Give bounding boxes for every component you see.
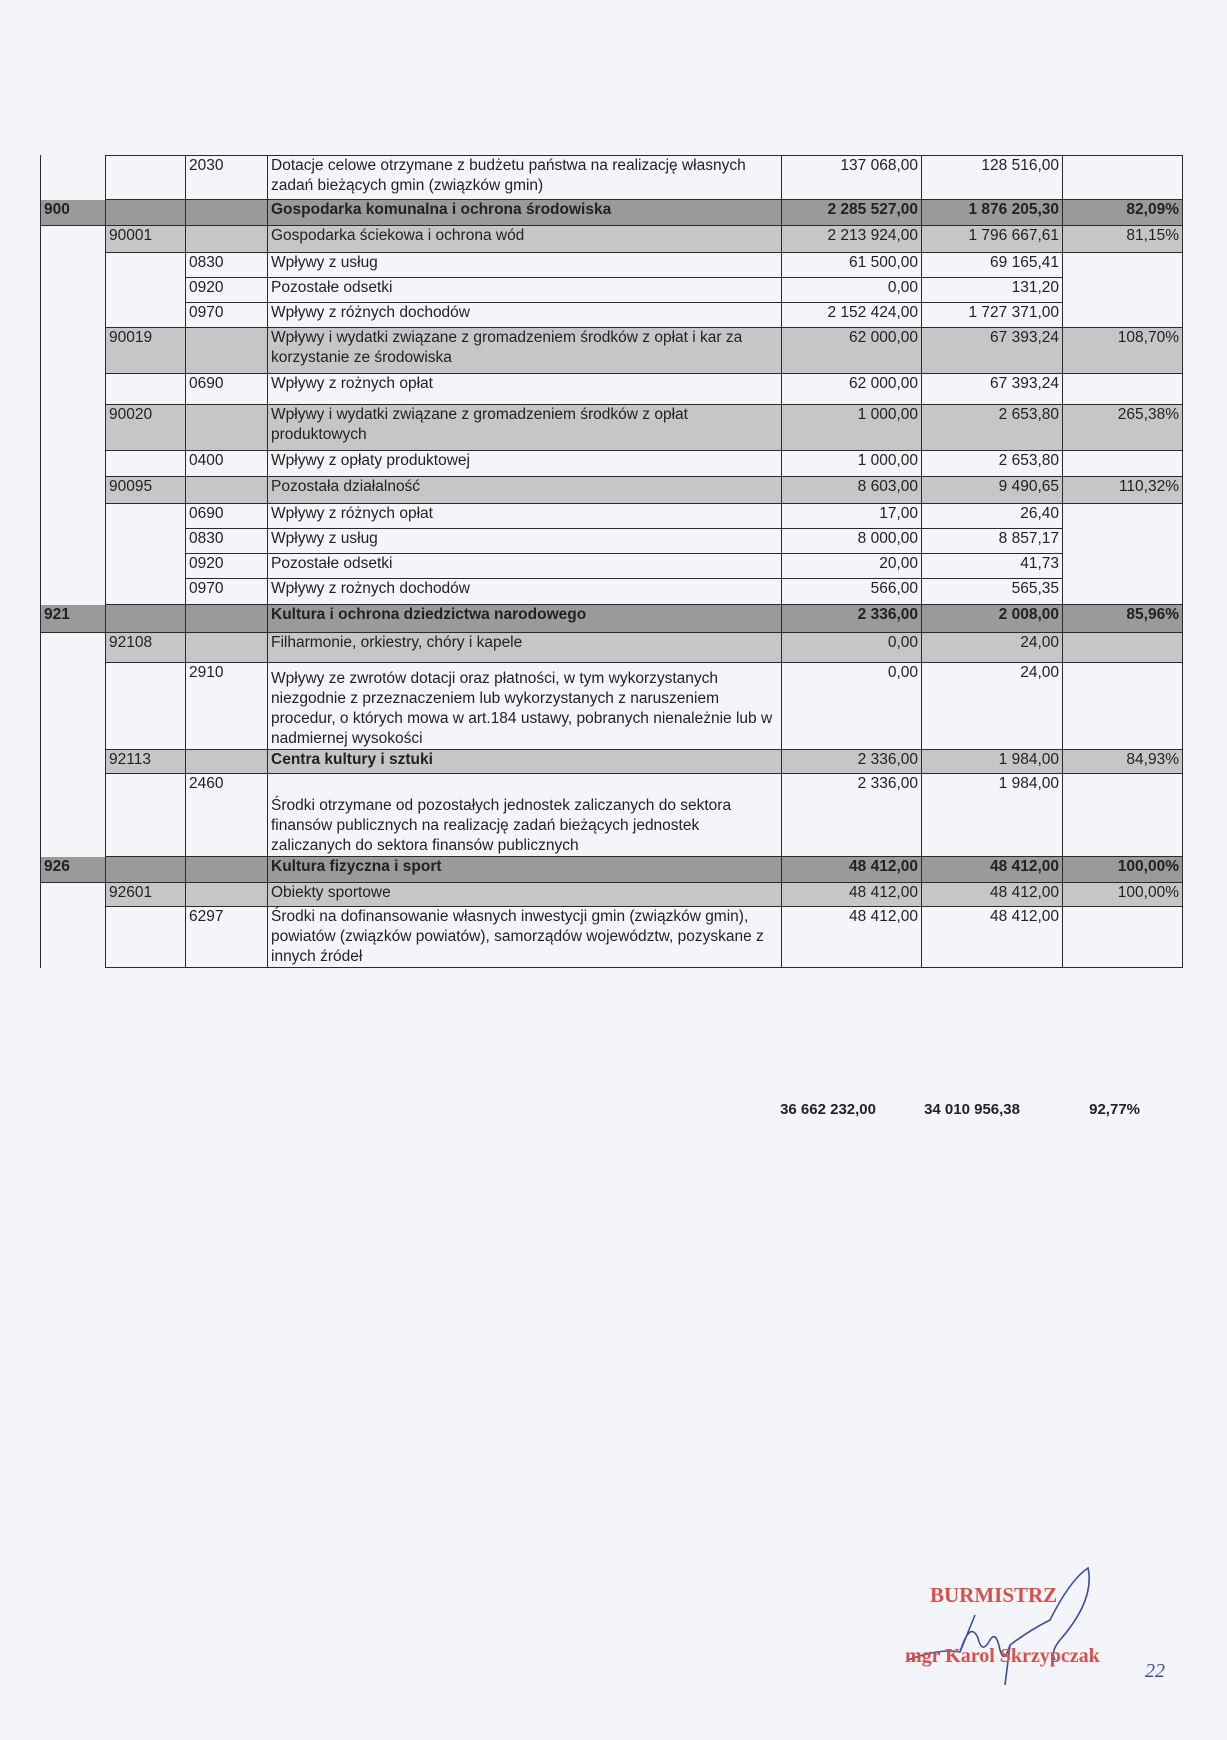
rozdzial-code: 90095	[106, 477, 186, 504]
rozdzial-code	[106, 253, 186, 278]
dzial-code	[41, 750, 106, 774]
dzial-code	[41, 278, 106, 303]
table-row	[41, 156, 1183, 200]
paragraf-code: 0690	[186, 374, 268, 405]
description: Wpływy z różnych opłat	[268, 504, 782, 529]
handwritten-signature-icon	[900, 1560, 1100, 1700]
execution-percent	[1063, 907, 1183, 968]
execution-amount: 2 653,80	[922, 405, 1063, 451]
description: Wpływy z usług	[268, 253, 782, 278]
plan-amount: 20,00	[782, 554, 922, 579]
description: Wpływy z opłaty produktowej	[268, 451, 782, 477]
description: Środki na dofinansowanie własnych inwestycji gmin (związków gmin), powiatów (związków powiatów), samorządów województw, pozyskane z innych źródeł	[268, 907, 782, 968]
table-row	[41, 374, 1183, 405]
paragraf-code: 0970	[186, 303, 268, 328]
plan-amount: 8 000,00	[782, 529, 922, 554]
section-row	[41, 857, 1183, 883]
dzial-code: 921	[41, 605, 106, 633]
execution-amount: 9 490,65	[922, 477, 1063, 504]
chapter-row	[41, 226, 1183, 253]
execution-amount: 1 727 371,00	[922, 303, 1063, 328]
plan-amount: 2 336,00	[782, 605, 922, 633]
execution-percent	[1063, 451, 1183, 477]
description: Gospodarka ściekowa i ochrona wód	[268, 226, 782, 253]
rozdzial-code: 90020	[106, 405, 186, 451]
paragraf-code: 0920	[186, 278, 268, 303]
dzial-code	[41, 579, 106, 605]
execution-amount: 67 393,24	[922, 328, 1063, 374]
execution-amount: 48 412,00	[922, 883, 1063, 907]
description: Centra kultury i sztuki	[268, 750, 782, 774]
dzial-code	[41, 303, 106, 328]
paragraf-code: 0920	[186, 554, 268, 579]
execution-percent: 84,93%	[1063, 750, 1183, 774]
plan-amount: 17,00	[782, 504, 922, 529]
dzial-code	[41, 883, 106, 907]
execution-amount: 24,00	[922, 663, 1063, 750]
chapter-row	[41, 328, 1183, 374]
table-row	[41, 774, 1183, 857]
description: Wpływy ze zwrotów dotacji oraz płatności, w tym wykorzystanych niezgodnie z przeznaczeniem lub wykorzystanych z naruszeniem procedur, o których mowa w art.184 ustawy, pobranych nienależnie lub w nadmiernej wysokości	[268, 663, 782, 750]
rozdzial-code	[106, 774, 186, 857]
rozdzial-code	[106, 605, 186, 633]
execution-amount: 48 412,00	[922, 857, 1063, 883]
description: Pozostałe odsetki	[268, 554, 782, 579]
rozdzial-code	[106, 451, 186, 477]
revenue-table	[40, 155, 1183, 968]
execution-percent	[1063, 633, 1183, 663]
rozdzial-code: 92113	[106, 750, 186, 774]
description: Pozostała działalność	[268, 477, 782, 504]
dzial-code	[41, 633, 106, 663]
description: Środki otrzymane od pozostałych jednostek zaliczanych do sektora finansów publicznych na realizację zadań bieżących jednostek zaliczanych do sektora finansów publicznych	[268, 774, 782, 857]
execution-amount: 41,73	[922, 554, 1063, 579]
execution-percent	[1063, 774, 1183, 857]
description: Wpływy i wydatki związane z gromadzeniem środków z opłat produktowych	[268, 405, 782, 451]
paragraf-code: 2460	[186, 774, 268, 857]
table-row	[41, 451, 1183, 477]
dzial-code	[41, 253, 106, 278]
rozdzial-code	[106, 529, 186, 554]
paragraf-code	[186, 633, 268, 663]
execution-amount: 26,40	[922, 504, 1063, 529]
rozdzial-code: 90001	[106, 226, 186, 253]
description: Filharmonie, orkiestry, chóry i kapele	[268, 633, 782, 663]
dzial-code	[41, 529, 106, 554]
description: Wpływy z rożnych dochodów	[268, 579, 782, 605]
execution-percent: 82,09%	[1063, 200, 1183, 226]
paragraf-code	[186, 200, 268, 226]
dzial-code: 926	[41, 857, 106, 883]
description: Wpływy z rożnych opłat	[268, 374, 782, 405]
execution-amount: 1 984,00	[922, 774, 1063, 857]
paragraf-code	[186, 328, 268, 374]
table-row	[41, 907, 1183, 968]
execution-amount: 1 984,00	[922, 750, 1063, 774]
execution-amount: 69 165,41	[922, 253, 1063, 278]
paragraf-code: 0830	[186, 529, 268, 554]
rozdzial-code	[106, 907, 186, 968]
description: Wpływy z różnych dochodów	[268, 303, 782, 328]
plan-amount: 2 213 924,00	[782, 226, 922, 253]
plan-amount: 61 500,00	[782, 253, 922, 278]
execution-amount: 1 876 205,30	[922, 200, 1063, 226]
table-row	[41, 504, 1183, 529]
plan-amount: 62 000,00	[782, 374, 922, 405]
rozdzial-code	[106, 278, 186, 303]
execution-amount: 128 516,00	[922, 156, 1063, 200]
plan-amount: 0,00	[782, 663, 922, 750]
plan-amount: 0,00	[782, 633, 922, 663]
paragraf-code: 2910	[186, 663, 268, 750]
dzial-code	[41, 226, 106, 253]
plan-amount: 2 336,00	[782, 750, 922, 774]
execution-amount: 67 393,24	[922, 374, 1063, 405]
dzial-code	[41, 477, 106, 504]
paragraf-code: 0690	[186, 504, 268, 529]
total-plan: 36 662 232,00	[780, 1101, 876, 1118]
paragraf-code	[186, 226, 268, 253]
execution-amount: 2 653,80	[922, 451, 1063, 477]
dzial-code	[41, 663, 106, 750]
paragraf-code	[186, 750, 268, 774]
paragraf-code	[186, 477, 268, 504]
execution-percent: 100,00%	[1063, 883, 1183, 907]
table-row	[41, 529, 1183, 554]
rozdzial-code	[106, 374, 186, 405]
description: Wpływy z usług	[268, 529, 782, 554]
description: Dotacje celowe otrzymane z budżetu państwa na realizację własnych zadań bieżących gmin (związków gmin)	[268, 156, 782, 200]
execution-percent	[1063, 529, 1183, 554]
table-row	[41, 278, 1183, 303]
execution-amount: 24,00	[922, 633, 1063, 663]
dzial-code	[41, 451, 106, 477]
plan-amount: 62 000,00	[782, 328, 922, 374]
total-percent: 92,77%	[1089, 1101, 1140, 1118]
table-row	[41, 253, 1183, 278]
execution-amount: 131,20	[922, 278, 1063, 303]
plan-amount: 2 152 424,00	[782, 303, 922, 328]
plan-amount: 48 412,00	[782, 883, 922, 907]
paragraf-code	[186, 405, 268, 451]
table-row	[41, 303, 1183, 328]
paragraf-code: 6297	[186, 907, 268, 968]
plan-amount: 48 412,00	[782, 857, 922, 883]
rozdzial-code	[106, 504, 186, 529]
execution-percent: 100,00%	[1063, 857, 1183, 883]
execution-percent	[1063, 554, 1183, 579]
plan-amount: 137 068,00	[782, 156, 922, 200]
description: Kultura fizyczna i sport	[268, 857, 782, 883]
chapter-row	[41, 405, 1183, 451]
dzial-code	[41, 374, 106, 405]
paragraf-code	[186, 883, 268, 907]
paragraf-code: 0970	[186, 579, 268, 605]
description: Kultura i ochrona dziedzictwa narodowego	[268, 605, 782, 633]
chapter-row	[41, 633, 1183, 663]
description: Obiekty sportowe	[268, 883, 782, 907]
execution-percent: 110,32%	[1063, 477, 1183, 504]
plan-amount: 1 000,00	[782, 451, 922, 477]
plan-amount: 48 412,00	[782, 907, 922, 968]
table-row	[41, 554, 1183, 579]
dzial-code	[41, 907, 106, 968]
page-number: 22	[1145, 1660, 1165, 1682]
execution-amount: 565,35	[922, 579, 1063, 605]
chapter-row	[41, 477, 1183, 504]
chapter-row	[41, 883, 1183, 907]
plan-amount: 2 336,00	[782, 774, 922, 857]
execution-percent: 85,96%	[1063, 605, 1183, 633]
execution-percent	[1063, 374, 1183, 405]
signature-title: BURMISTRZ	[930, 1583, 1058, 1607]
execution-amount: 48 412,00	[922, 907, 1063, 968]
rozdzial-code	[106, 156, 186, 200]
plan-amount: 1 000,00	[782, 405, 922, 451]
section-row	[41, 605, 1183, 633]
description: Wpływy i wydatki związane z gromadzeniem środków z opłat i kar za korzystanie ze środowiska	[268, 328, 782, 374]
execution-percent	[1063, 663, 1183, 750]
plan-amount: 8 603,00	[782, 477, 922, 504]
plan-amount: 0,00	[782, 278, 922, 303]
execution-percent: 265,38%	[1063, 405, 1183, 451]
paragraf-code	[186, 605, 268, 633]
rozdzial-code: 92601	[106, 883, 186, 907]
execution-percent	[1063, 278, 1183, 303]
dzial-code	[41, 554, 106, 579]
dzial-code	[41, 405, 106, 451]
description: Pozostałe odsetki	[268, 278, 782, 303]
dzial-code	[41, 328, 106, 374]
rozdzial-code	[106, 663, 186, 750]
description: Gospodarka komunalna i ochrona środowiska	[268, 200, 782, 226]
execution-percent: 81,15%	[1063, 226, 1183, 253]
paragraf-code: 0830	[186, 253, 268, 278]
execution-amount: 8 857,17	[922, 529, 1063, 554]
rozdzial-code	[106, 200, 186, 226]
execution-amount: 2 008,00	[922, 605, 1063, 633]
execution-percent	[1063, 253, 1183, 278]
execution-percent	[1063, 504, 1183, 529]
plan-amount: 2 285 527,00	[782, 200, 922, 226]
rozdzial-code: 92108	[106, 633, 186, 663]
chapter-row	[41, 750, 1183, 774]
rozdzial-code	[106, 303, 186, 328]
rozdzial-code	[106, 554, 186, 579]
total-execution: 34 010 956,38	[924, 1101, 1020, 1118]
section-row	[41, 200, 1183, 226]
dzial-code	[41, 504, 106, 529]
table-row	[41, 663, 1183, 750]
execution-percent	[1063, 156, 1183, 200]
plan-amount: 566,00	[782, 579, 922, 605]
dzial-code: 900	[41, 200, 106, 226]
rozdzial-code	[106, 857, 186, 883]
rozdzial-code	[106, 579, 186, 605]
paragraf-code	[186, 857, 268, 883]
paragraf-code: 0400	[186, 451, 268, 477]
execution-amount: 1 796 667,61	[922, 226, 1063, 253]
table-row	[41, 579, 1183, 605]
execution-percent: 108,70%	[1063, 328, 1183, 374]
dzial-code	[41, 774, 106, 857]
signature-name: mgr Karol Skrzypczak	[905, 1645, 1100, 1667]
execution-percent	[1063, 579, 1183, 605]
paragraf-code: 2030	[186, 156, 268, 200]
rozdzial-code: 90019	[106, 328, 186, 374]
execution-percent	[1063, 303, 1183, 328]
dzial-code	[41, 156, 106, 200]
